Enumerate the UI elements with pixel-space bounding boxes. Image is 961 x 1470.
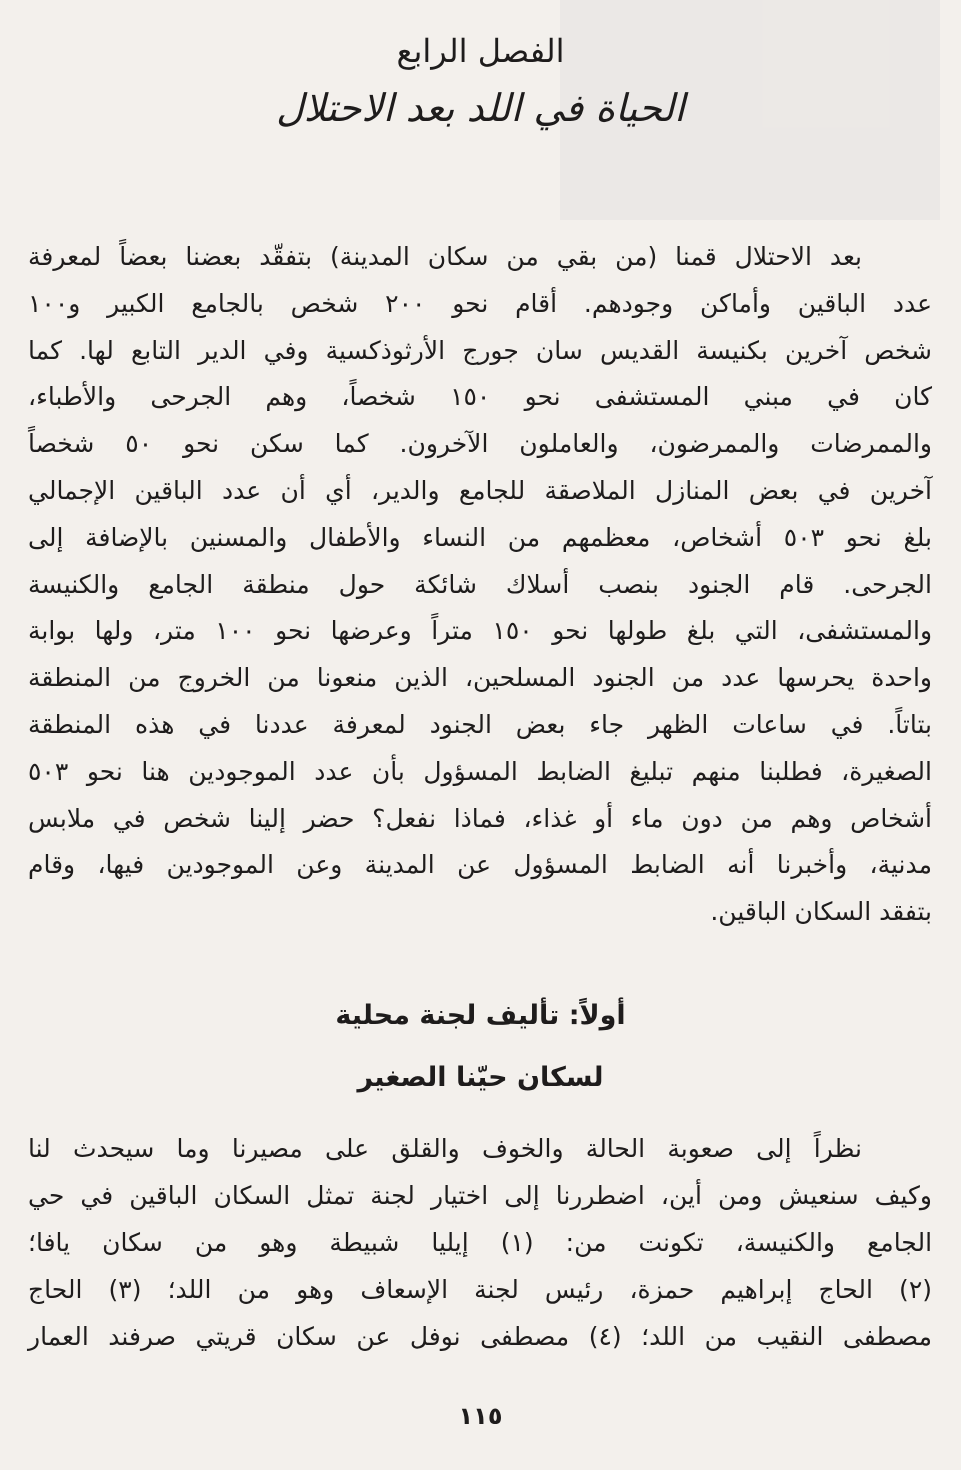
text-line: كان في مبني المستشفى نحو ١٥٠ شخصاً، وهم الجرحى والأطباء،	[28, 382, 932, 412]
chapter-label: الفصل الرابع	[396, 32, 565, 70]
text-line: شخص آخرين بكنيسة القديس سان جورج الأرثوذكسية وفي الدير التابع لها. كما	[28, 335, 932, 365]
page-number: ١١٥	[458, 1402, 503, 1430]
text-line: بعد الاحتلال قمنا (من بقي من سكان المدينة) بتفقّد بعضنا بعضاً لمعرفة	[28, 242, 862, 271]
section-heading: أولاً: تأليف لجنة محلية	[335, 1000, 626, 1031]
text-line: بتفقد السكان الباقين.	[710, 897, 932, 927]
text-line: آخرين في بعض المنازل الملاصقة للجامع والدير، أي أن عدد الباقين الإجمالي	[28, 476, 932, 505]
text-line: مدنية، وأخبرنا أنه الضابط المسؤول عن المدينة وعن الموجودين فيها، وقام	[28, 850, 932, 880]
text-line: (٢) الحاج إبراهيم حمزة، رئيس لجنة الإسعاف وهو من اللد؛ (٣) الحاج	[28, 1275, 933, 1304]
text-line: واحدة يحرسها عدد من الجنود المسلحين، الذين منعونا من الخروج من المنطقة	[28, 663, 932, 693]
text-line: بلغ نحو ٥٠٣ أشخاص، معظمهم من النساء والأطفال والمسنين بالإضافة إلى	[28, 522, 932, 552]
text-line: الجامع والكنيسة، تكونت من: (١) إيليا شبيطة وهو من سكان يافا؛	[28, 1228, 933, 1257]
text-line: الجرحى. قام الجنود بنصب أسلاك شائكة حول منطقة الجامع والكنيسة	[28, 569, 932, 599]
text-line: نظراً إلى صعوبة الحالة والخوف والقلق على مصيرنا وما سيحدث لنا	[28, 1134, 862, 1163]
text-line: أشخاص وهم من دون ماء أو غذاء، فماذا نفعل؟ حضر إلينا شخص في ملابس	[28, 803, 932, 833]
text-line: الصغيرة، فطلبنا منهم تبليغ الضابط المسؤول بأن عدد الموجودين هنا نحو ٥٠٣	[28, 756, 932, 786]
section-subheading: لسكان حيّنا الصغير	[357, 1062, 604, 1093]
text-line: والمستشفى، التي بلغ طولها نحو ١٥٠ متراً وعرضها نحو ١٠٠ متر، ولها بوابة	[28, 616, 933, 646]
text-line: والممرضات والممرضون، والعاملون الآخرون. كما سكن نحو ٥٠ شخصاً	[28, 429, 932, 459]
text-line: عدد الباقين وأماكن وجودهم. أقام نحو ٢٠٠ شخص بالجامع الكبير و١٠٠	[28, 288, 932, 318]
text-line: وكيف سنعيش ومن أين، اضطررنا إلى اختيار لجنة تمثل السكان الباقين في حي	[28, 1181, 932, 1210]
text-line: مصطفى النقيب من اللد؛ (٤) مصطفى نوفل عن سكان قريتي صرفند العمار	[28, 1322, 932, 1351]
chapter-title: الحياة في اللد بعد الاحتلال	[276, 86, 685, 130]
text-line: بتاتاً. في ساعات الظهر جاء بعض الجنود لمعرفة عددنا في هذه المنطقة	[28, 710, 932, 739]
